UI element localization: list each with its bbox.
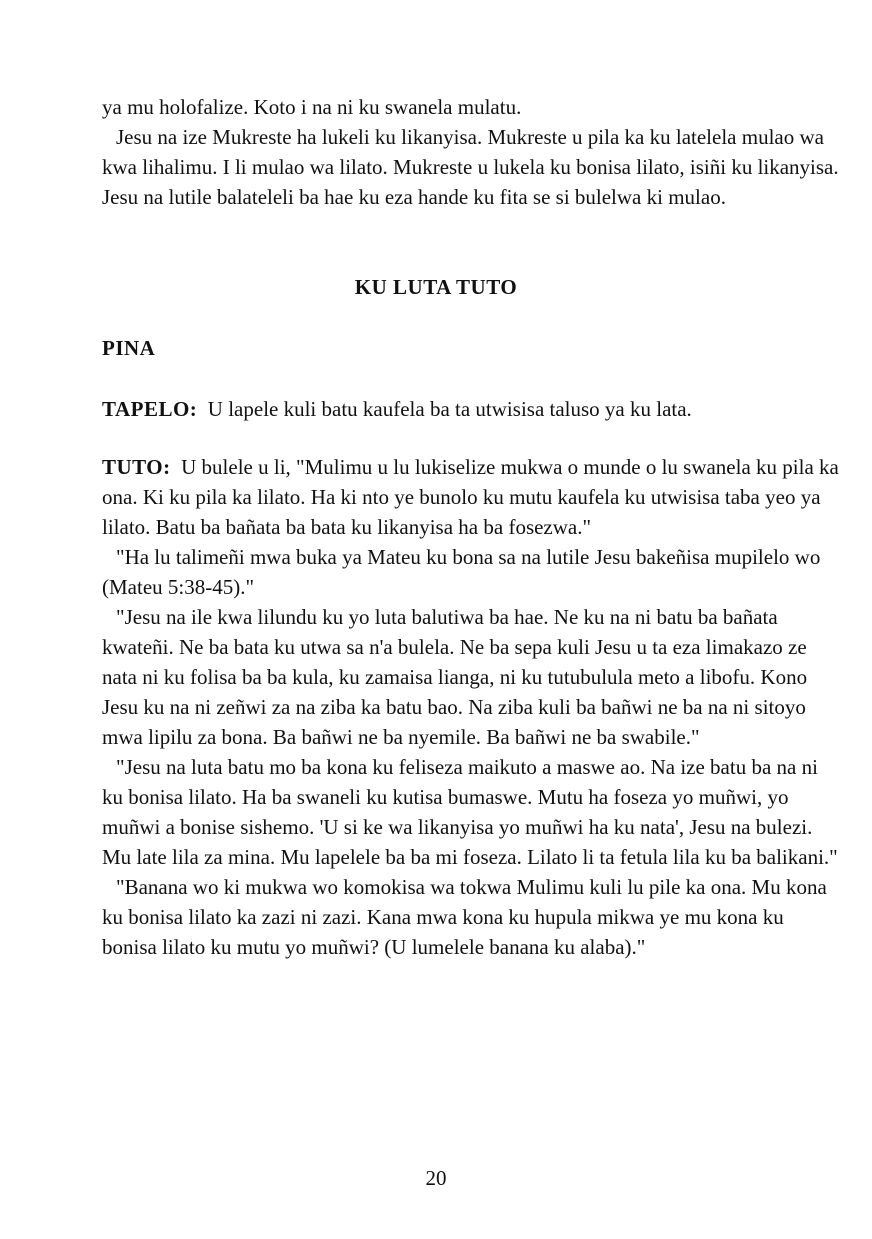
tapelo-paragraph <box>102 394 840 424</box>
tuto-paragraph-mateu: "Ha lu talimeñi mwa buka ya Mateu ku bona sa na lutile Jesu bakeñisa mupilelo wo (Mateu 5:38-45)." <box>102 545 821 599</box>
tuto-paragraph-banana: "Banana wo ki mukwa wo komokisa wa tokwa Mulimu kuli lu pile ka ona. Mu kona ku bonisa lilato ka zazi ni zazi. Kana mwa kona ku hupula mikwa ye mu kona ku bonisa lilato ku mutu yo muñwi? (U lumelele banana ku alaba)." <box>102 875 827 959</box>
tuto-paragraph <box>102 452 840 542</box>
intro-block <box>102 92 840 212</box>
intro-line: ya mu holofalize. Koto i na ni ku swanela mulatu. <box>102 95 522 119</box>
intro-paragraph: Jesu na ize Mukreste ha lukeli ku likanyisa. Mukreste u pila ka ku latelela mulao wa kwa lihalimu. I li mulao wa lilato. Mukreste u lukela ku bonisa lilato, isiñi ku likanyisa. Jesu na lutile balateleli ba hae ku eza hande ku fita se si bulelwa ki mulao. <box>102 125 839 209</box>
tuto-block <box>102 452 840 962</box>
section-title: KU LUTA TUTO <box>354 275 518 299</box>
tuto-label: TUTO: <box>102 455 171 479</box>
page-number: 20 <box>425 1166 447 1190</box>
tuto-paragraph-jesu-lilundu: "Jesu na ile kwa lilundu ku yo luta balutiwa ba hae. Ne ku na ni batu ba bañata kwateñi. Ne ba bata ku utwa sa n'a bulela. Ne ba sepa kuli Jesu u ta eza limakazo ze nata ni ku folisa ba ba kula, ku zamaisa lianga, ni ku tutubulula meto a libofu. Kono Jesu ku na ni zeñwi za na ziba ka batu bao. Na ziba kuli ba bañwi ne ba na ni sitoyo mwa lipilu za bona. Ba bañwi ne ba nyemile. Ba bañwi ne ba swabile." <box>102 605 808 749</box>
tapelo-label: TAPELO: <box>102 397 198 421</box>
tuto-paragraph-jesu-luta: "Jesu na luta batu mo ba kona ku feliseza maikuto a maswe ao. Na ize batu ba na ni ku bonisa lilato. Ha ba swaneli ku kutisa bumaswe. Mutu ha foseza yo muñwi, yo muñwi a bonise sishemo. 'U si ke wa likanyisa yo muñwi ha ku nata', Jesu na bulezi. Mu late lila za mina. Mu lapelele ba ba mi foseza. Lilato li ta fetula lila ku ba balikani." <box>102 755 838 869</box>
tuto-text: U bulele u li, "Mulimu u lu lukiselize mukwa o munde o lu swanela ku pila ka ona. Ki ku pila ka lilato. Ha ki nto ye bunolo ku mutu kaufela ku utwisisa taba yeo ya lilato. Batu ba bañata ba bata ku likanyisa ha ba fosezwa." <box>102 455 839 539</box>
tapelo-text: U lapele kuli batu kaufela ba ta utwisisa taluso ya ku lata. <box>207 397 692 421</box>
tapelo-block <box>102 394 840 424</box>
section-subtitle: PINA <box>102 336 156 360</box>
